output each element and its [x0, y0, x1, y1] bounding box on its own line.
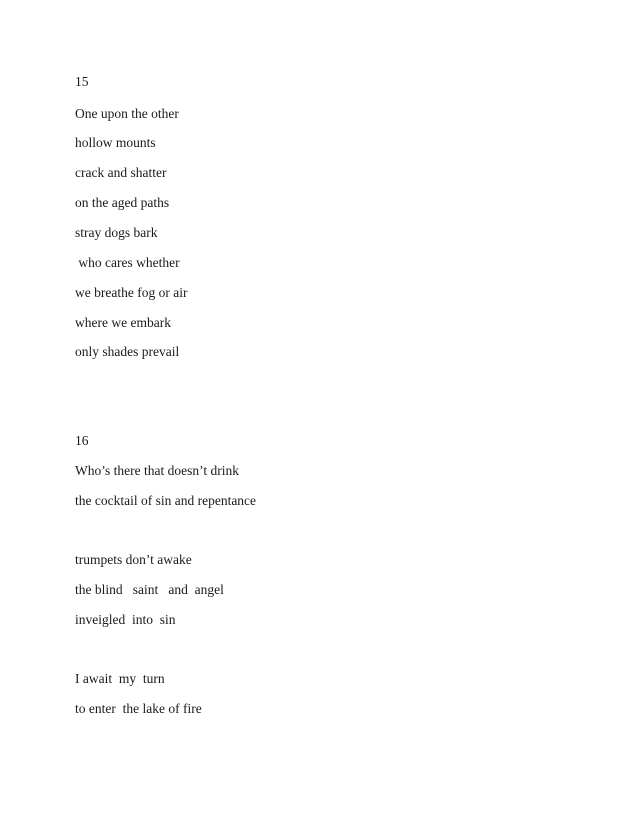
poem-number: 16 — [75, 433, 89, 448]
poem-line: Who’s there that doesn’t drink — [75, 463, 239, 478]
poem-number: 15 — [75, 74, 89, 89]
poem-line: inveigled into sin — [75, 612, 176, 627]
poem-line: crack and shatter — [75, 165, 167, 180]
poem-line: the blind saint and angel — [75, 582, 224, 597]
poem-line: trumpets don’t awake — [75, 552, 192, 567]
poem-line: to enter the lake of fire — [75, 701, 202, 716]
poem-line: on the aged paths — [75, 195, 170, 210]
poem-line: hollow mounts — [75, 135, 156, 150]
poem-line: where we embark — [75, 315, 171, 330]
poem-line: only shades prevail — [75, 344, 180, 359]
poem-line: who cares whether — [75, 255, 180, 270]
poem-line: we breathe fog or air — [75, 285, 188, 300]
poem-line: I await my turn — [75, 671, 165, 686]
poem-line: the cocktail of sin and repentance — [75, 493, 257, 508]
poem-line: stray dogs bark — [75, 225, 158, 240]
poem-line: One upon the other — [75, 106, 179, 121]
